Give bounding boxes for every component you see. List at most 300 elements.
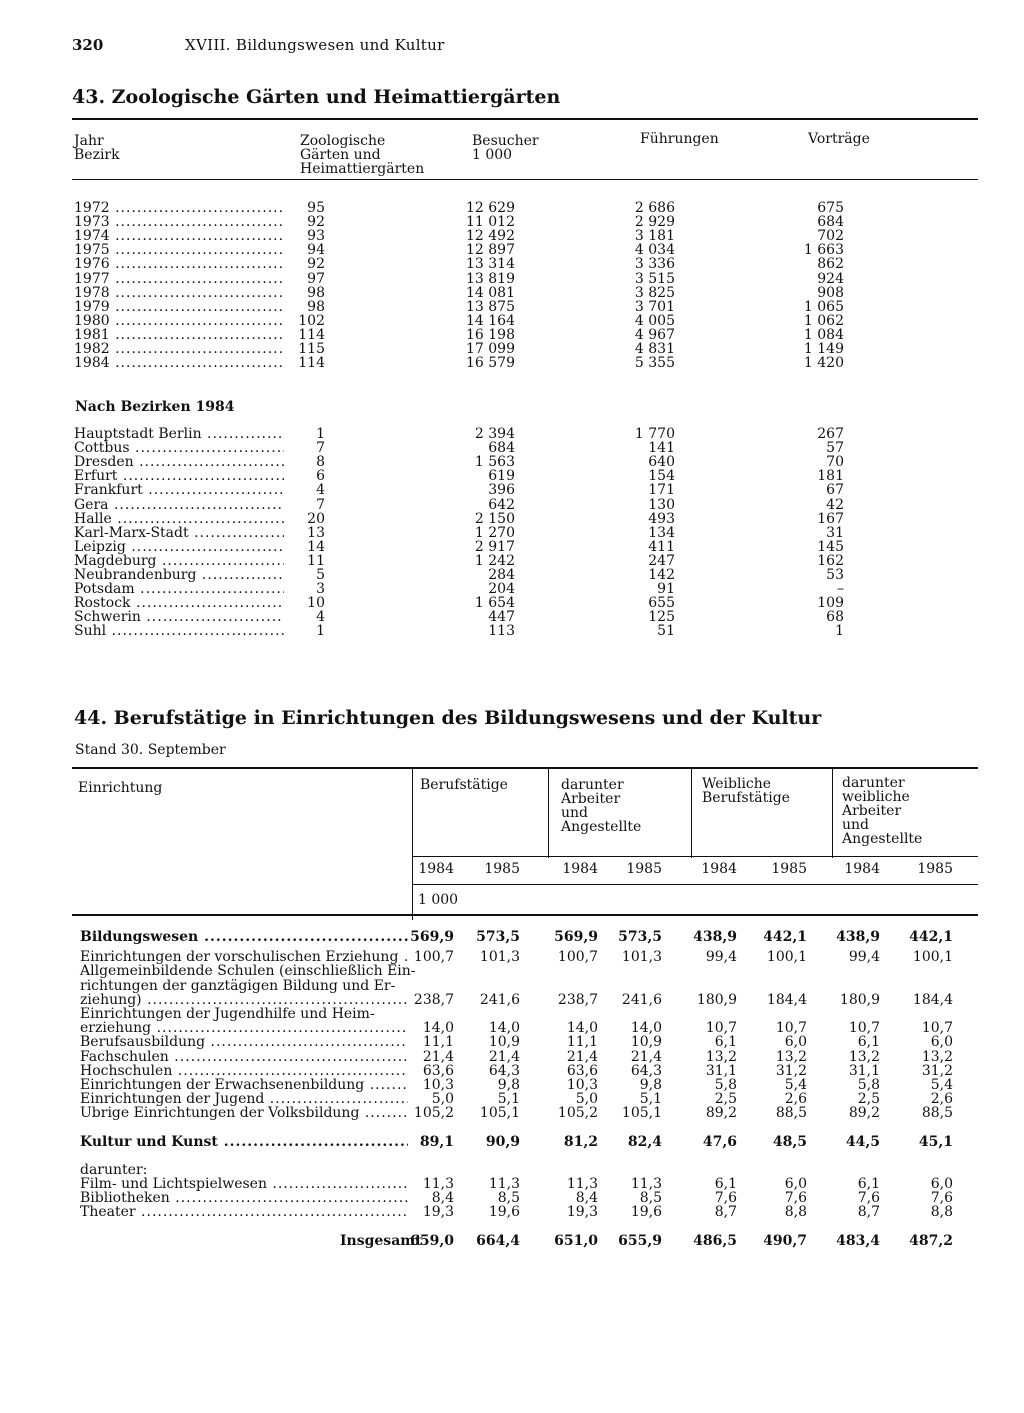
row-label: Dresden .....	[74, 455, 284, 469]
row-value: 53	[826, 567, 844, 583]
row-label: Erfurt .....	[74, 469, 284, 483]
row-value: 14 081	[466, 284, 515, 301]
district-row	[72, 610, 972, 624]
row-label: Gera .....	[74, 498, 284, 512]
value-cell: 5,8	[714, 1077, 737, 1093]
value-cell: 89,2	[705, 1105, 737, 1122]
row-value: 1	[316, 426, 325, 442]
value-cell: 9,8	[639, 1077, 662, 1093]
row-value: 1 654	[474, 595, 515, 612]
row-value: 70	[826, 454, 844, 471]
value-cell: 238,7	[413, 991, 454, 1008]
row-value: 655	[648, 595, 675, 612]
value-cell: 21,4	[630, 1048, 662, 1065]
table-43-top-rule	[72, 118, 978, 120]
row-value: 7	[316, 496, 325, 513]
value-cell: 19,3	[422, 1204, 454, 1221]
value-cell: 105,1	[621, 1105, 662, 1122]
value-cell: 10,3	[566, 1077, 598, 1093]
t43-col-year-district: Jahr Bezirk	[74, 133, 120, 163]
district-row	[72, 512, 972, 526]
value-cell: 14,0	[422, 1020, 454, 1037]
facility-values-row	[72, 950, 972, 964]
value-cell: 10,7	[775, 1020, 807, 1037]
row-value: 17 099	[466, 341, 515, 357]
row-label: 1974 .....	[74, 229, 284, 243]
value-cell: 664,4	[476, 1232, 520, 1249]
row-value: 267	[817, 426, 844, 442]
t44-divider-4	[832, 768, 833, 858]
value-cell: 81,2	[563, 1133, 598, 1150]
row-value: 1 270	[474, 524, 515, 541]
year-header-cell: 1984	[701, 861, 737, 877]
row-value: 125	[648, 609, 675, 626]
value-cell: 5,0	[431, 1091, 454, 1108]
row-value: 93	[307, 228, 325, 245]
row-value: 7	[316, 440, 325, 457]
row-value: 67	[826, 482, 844, 499]
t43-col-visitors: Besucher 1 000	[472, 133, 539, 163]
year-row	[72, 257, 972, 271]
row-value: 1	[316, 623, 325, 640]
row-value: 284	[488, 567, 515, 583]
t43-col-zoos: Zoologische Gärten und Heimattiergärten	[300, 133, 425, 177]
facility-label: ziehung) .....	[80, 993, 408, 1007]
year-header-cell: 1984	[844, 861, 880, 877]
facility-label-line	[72, 1163, 972, 1177]
district-row	[72, 483, 972, 497]
row-value: 3 181	[634, 228, 675, 245]
row-value: 145	[817, 538, 844, 555]
value-cell: 105,2	[413, 1105, 454, 1122]
value-cell: 21,4	[422, 1048, 454, 1065]
row-value: 4 967	[634, 326, 675, 343]
row-value: 493	[648, 510, 675, 527]
value-cell: 31,1	[848, 1062, 880, 1079]
row-value: 16 579	[466, 355, 515, 372]
row-value: 12 897	[466, 242, 515, 259]
year-row	[72, 300, 972, 314]
t44-group-employees: Berufstätige	[420, 777, 508, 793]
value-cell: 442,1	[909, 929, 953, 945]
row-label: 1984 .....	[74, 356, 284, 370]
value-cell: 569,9	[410, 929, 454, 945]
value-cell: 487,2	[909, 1232, 953, 1249]
value-cell: 100,7	[557, 949, 598, 966]
value-cell: 438,9	[836, 929, 880, 945]
row-value: 684	[817, 214, 844, 231]
row-value: 2 394	[474, 426, 515, 442]
row-value: 13 819	[466, 270, 515, 287]
year-row	[72, 201, 972, 215]
row-value: 924	[817, 270, 844, 287]
facility-label: Einrichtungen der Jugend .....	[80, 1092, 408, 1106]
value-cell: 8,8	[784, 1204, 807, 1221]
row-value: 11	[307, 552, 325, 569]
value-cell: 573,5	[618, 929, 662, 945]
row-value: 42	[826, 496, 844, 513]
row-value: –	[837, 581, 844, 598]
value-cell: 180,9	[696, 991, 737, 1008]
facility-label-line	[72, 1007, 972, 1021]
value-cell: 105,2	[557, 1105, 598, 1122]
facility-values-row	[72, 1078, 972, 1092]
value-cell: 5,4	[930, 1077, 953, 1093]
value-cell: 11,3	[566, 1176, 598, 1192]
t44-col-facility: Einrichtung	[78, 780, 163, 796]
t44-group-female: Weibliche Berufstätige	[702, 776, 790, 806]
facility-label: Film- und Lichtspielwesen .....	[80, 1177, 408, 1191]
value-cell: 19,6	[630, 1204, 662, 1221]
row-value: 167	[817, 510, 844, 527]
row-value: 1 149	[803, 341, 844, 357]
facility-values-row	[72, 1064, 972, 1078]
year-row	[72, 328, 972, 342]
value-cell: 88,5	[775, 1105, 807, 1122]
facility-label: richtungen der ganztägigen Bildung und Er-	[80, 977, 396, 994]
row-label: Karl-Marx-Stadt .....	[74, 526, 284, 540]
value-cell: 5,1	[497, 1091, 520, 1108]
row-label: Frankfurt .....	[74, 483, 284, 497]
value-cell: 10,9	[488, 1034, 520, 1051]
row-label: Schwerin .....	[74, 610, 284, 624]
row-label: 1975 .....	[74, 243, 284, 257]
row-value: 4	[316, 482, 325, 499]
row-value: 16 198	[466, 326, 515, 343]
total-label: Insgesamt	[340, 1232, 422, 1249]
t44-year-bottom-rule	[412, 884, 978, 885]
value-cell: 8,8	[930, 1204, 953, 1221]
t43-col-tours: Führungen	[640, 131, 719, 147]
value-cell: 100,1	[766, 949, 807, 966]
row-value: 2 150	[474, 510, 515, 527]
table-43-title: 43. Zoologische Gärten und Heimattiergärten	[72, 86, 561, 108]
row-value: 142	[648, 567, 675, 583]
value-cell: 486,5	[693, 1232, 737, 1249]
row-value: 4 831	[634, 341, 675, 357]
district-row	[72, 582, 972, 596]
facility-label: darunter:	[80, 1161, 148, 1178]
year-header-row	[72, 862, 972, 876]
value-cell: 48,5	[772, 1133, 807, 1150]
facility-values-row	[72, 1135, 972, 1149]
row-label: 1981 .....	[74, 328, 284, 342]
value-cell: 438,9	[693, 929, 737, 945]
row-value: 94	[307, 242, 325, 259]
district-row	[72, 540, 972, 554]
value-cell: 47,6	[702, 1133, 737, 1150]
year-row	[72, 229, 972, 243]
value-cell: 6,1	[857, 1176, 880, 1192]
value-cell: 10,7	[921, 1020, 953, 1037]
row-label: Potsdam .....	[74, 582, 284, 596]
row-value: 4	[316, 609, 325, 626]
row-value: 92	[307, 214, 325, 231]
row-value: 1 084	[803, 326, 844, 343]
value-cell: 21,4	[566, 1048, 598, 1065]
row-label: 1979 .....	[74, 300, 284, 314]
facility-label: Allgemeinbildende Schulen (einschließlich Ein-	[80, 963, 416, 980]
row-value: 98	[307, 298, 325, 315]
row-value: 1 420	[803, 355, 844, 372]
facility-label: Bildungswesen .....	[80, 930, 408, 944]
value-cell: 490,7	[763, 1232, 807, 1249]
row-value: 642	[488, 496, 515, 513]
row-label: 1972 .....	[74, 201, 284, 215]
row-value: 181	[817, 468, 844, 485]
row-value: 57	[826, 440, 844, 457]
value-cell: 184,4	[912, 991, 953, 1008]
district-row	[72, 498, 972, 512]
year-header-cell: 1985	[626, 861, 662, 877]
year-row	[72, 215, 972, 229]
value-cell: 45,1	[918, 1133, 953, 1150]
row-value: 619	[488, 468, 515, 485]
row-value: 1 770	[634, 426, 675, 442]
year-row	[72, 272, 972, 286]
facility-label: Übrige Einrichtungen der Volksbildung .....	[80, 1106, 408, 1120]
value-cell: 2,5	[857, 1091, 880, 1108]
value-cell: 8,5	[497, 1190, 520, 1207]
row-value: 1 563	[474, 454, 515, 471]
value-cell: 6,1	[714, 1176, 737, 1192]
facility-values-row	[72, 1177, 972, 1191]
value-cell: 5,8	[857, 1077, 880, 1093]
value-cell: 101,3	[479, 949, 520, 966]
table-43-header-rule	[72, 179, 978, 180]
row-value: 13 314	[466, 256, 515, 273]
row-value: 14 164	[466, 312, 515, 329]
row-value: 702	[817, 228, 844, 245]
row-value: 5 355	[634, 355, 675, 372]
value-cell: 13,2	[705, 1048, 737, 1065]
value-cell: 14,0	[488, 1020, 520, 1037]
value-cell: 13,2	[848, 1048, 880, 1065]
row-value: 114	[298, 355, 325, 372]
value-cell: 8,4	[575, 1190, 598, 1207]
value-cell: 11,3	[422, 1176, 454, 1192]
facility-values-row	[72, 1050, 972, 1064]
row-value: 92	[307, 256, 325, 273]
t44-unit: 1 000	[418, 892, 459, 908]
facility-values-row	[72, 1205, 972, 1219]
district-row	[72, 596, 972, 610]
value-cell: 651,0	[554, 1232, 598, 1249]
value-cell: 8,4	[431, 1190, 454, 1207]
value-cell: 31,1	[705, 1062, 737, 1079]
t44-divider-2	[548, 768, 549, 858]
value-cell: 99,4	[705, 949, 737, 966]
value-cell: 31,2	[921, 1062, 953, 1079]
facility-label-line	[72, 964, 972, 978]
value-cell: 2,5	[714, 1091, 737, 1108]
row-label: Rostock .....	[74, 596, 284, 610]
value-cell: 99,4	[848, 949, 880, 966]
district-row	[72, 469, 972, 483]
value-cell: 10,7	[848, 1020, 880, 1037]
year-header-cell: 1985	[484, 861, 520, 877]
row-value: 102	[298, 312, 325, 329]
value-cell: 11,3	[630, 1176, 662, 1192]
value-cell: 105,1	[479, 1105, 520, 1122]
value-cell: 180,9	[839, 991, 880, 1008]
district-row	[72, 441, 972, 455]
value-cell: 10,3	[422, 1077, 454, 1093]
row-value: 2 917	[474, 538, 515, 555]
facility-label: Fachschulen .....	[80, 1050, 408, 1064]
facility-values-row	[72, 1234, 972, 1248]
district-row	[72, 568, 972, 582]
value-cell: 90,9	[485, 1133, 520, 1150]
value-cell: 19,6	[488, 1204, 520, 1221]
value-cell: 21,4	[488, 1048, 520, 1065]
page-header	[72, 36, 445, 54]
row-label: Halle .....	[74, 512, 284, 526]
row-value: 3 825	[634, 284, 675, 301]
facility-values-row	[72, 1092, 972, 1106]
value-cell: 11,3	[488, 1176, 520, 1192]
value-cell: 241,6	[479, 991, 520, 1008]
t44-divider-3	[691, 768, 692, 858]
facility-label: Kultur und Kunst .....	[80, 1135, 408, 1149]
row-value: 113	[488, 623, 515, 640]
facility-label: Einrichtungen der vorschulischen Erziehung .....	[80, 950, 408, 964]
value-cell: 241,6	[621, 991, 662, 1008]
chapter-title: XVIII. Bildungswesen und Kultur	[185, 36, 445, 54]
value-cell: 89,2	[848, 1105, 880, 1122]
value-cell: 11,1	[422, 1034, 454, 1051]
district-row	[72, 455, 972, 469]
row-value: 13	[307, 524, 325, 541]
row-value: 20	[307, 510, 325, 527]
value-cell: 89,1	[419, 1133, 454, 1150]
value-cell: 19,3	[566, 1204, 598, 1221]
value-cell: 44,5	[845, 1133, 880, 1150]
row-value: 3 336	[634, 256, 675, 273]
year-header-cell: 1984	[418, 861, 454, 877]
row-label: Cottbus .....	[74, 441, 284, 455]
row-value: 862	[817, 256, 844, 273]
row-value: 1 065	[803, 298, 844, 315]
value-cell: 6,0	[930, 1034, 953, 1051]
district-row	[72, 526, 972, 540]
year-header-cell: 1985	[771, 861, 807, 877]
value-cell: 6,0	[784, 1176, 807, 1192]
row-label: 1976 .....	[74, 257, 284, 271]
row-value: 95	[307, 200, 325, 216]
value-cell: 31,2	[775, 1062, 807, 1079]
row-label: 1978 .....	[74, 286, 284, 300]
facility-label: Theater .....	[80, 1205, 408, 1219]
facility-label: Hochschulen .....	[80, 1064, 408, 1078]
value-cell: 184,4	[766, 991, 807, 1008]
value-cell: 13,2	[921, 1048, 953, 1065]
row-value: 162	[817, 552, 844, 569]
year-row	[72, 243, 972, 257]
row-value: 675	[817, 200, 844, 216]
value-cell: 6,0	[930, 1176, 953, 1192]
table-44-top-rule	[72, 767, 978, 769]
row-value: 12 629	[466, 200, 515, 216]
t43-col-lectures: Vorträge	[808, 131, 870, 147]
value-cell: 8,7	[714, 1204, 737, 1221]
value-cell: 88,5	[921, 1105, 953, 1122]
value-cell: 569,9	[554, 929, 598, 945]
row-label: Hauptstadt Berlin .....	[74, 427, 284, 441]
value-cell: 100,7	[413, 949, 454, 966]
value-cell: 655,9	[618, 1232, 662, 1249]
row-value: 2 686	[634, 200, 675, 216]
row-value: 51	[657, 623, 675, 640]
year-row	[72, 342, 972, 356]
row-value: 8	[316, 454, 325, 471]
row-value: 154	[648, 468, 675, 485]
year-row	[72, 314, 972, 328]
t44-group-workers: darunter Arbeiter und Angestellte	[561, 777, 642, 835]
t44-year-top-rule	[412, 856, 978, 857]
value-cell: 573,5	[476, 929, 520, 945]
facility-label: Berufsausbildung .....	[80, 1035, 408, 1049]
table-44-title: 44. Berufstätige in Einrichtungen des Bildungswesens und der Kultur	[74, 707, 822, 729]
value-cell: 63,6	[566, 1062, 598, 1079]
facility-values-row	[72, 993, 972, 1007]
value-cell: 14,0	[630, 1020, 662, 1037]
row-value: 141	[648, 440, 675, 457]
row-label: Magdeburg .....	[74, 554, 284, 568]
row-value: 109	[817, 595, 844, 612]
row-value: 396	[488, 482, 515, 499]
row-value: 2 929	[634, 214, 675, 231]
value-cell: 100,1	[912, 949, 953, 966]
row-value: 640	[648, 454, 675, 471]
value-cell: 5,4	[784, 1077, 807, 1093]
row-value: 908	[817, 284, 844, 301]
row-label: 1980 .....	[74, 314, 284, 328]
row-label: 1977 .....	[74, 272, 284, 286]
value-cell: 64,3	[630, 1062, 662, 1079]
row-value: 3 701	[634, 298, 675, 315]
row-value: 13 875	[466, 298, 515, 315]
value-cell: 2,6	[784, 1091, 807, 1108]
district-row	[72, 554, 972, 568]
row-value: 114	[298, 326, 325, 343]
facility-label-line	[72, 979, 972, 993]
value-cell: 442,1	[763, 929, 807, 945]
row-value: 4 005	[634, 312, 675, 329]
row-label: Leipzig .....	[74, 540, 284, 554]
row-value: 12 492	[466, 228, 515, 245]
row-value: 447	[488, 609, 515, 626]
value-cell: 7,6	[857, 1190, 880, 1207]
table-44-header-rule	[72, 914, 978, 916]
row-value: 247	[648, 552, 675, 569]
value-cell: 9,8	[497, 1077, 520, 1093]
row-label: 1982 .....	[74, 342, 284, 356]
value-cell: 238,7	[557, 991, 598, 1008]
row-value: 3 515	[634, 270, 675, 287]
row-value: 6	[316, 468, 325, 485]
row-value: 10	[307, 595, 325, 612]
row-label: 1973 .....	[74, 215, 284, 229]
row-value: 97	[307, 270, 325, 287]
row-value: 134	[648, 524, 675, 541]
facility-label: Einrichtungen der Erwachsenenbildung .....	[80, 1078, 408, 1092]
table-44-subtitle: Stand 30. September	[75, 742, 226, 758]
row-value: 3	[316, 581, 325, 598]
value-cell: 2,6	[930, 1091, 953, 1108]
row-label: Neubrandenburg .....	[74, 568, 284, 582]
row-value: 1 663	[803, 242, 844, 259]
